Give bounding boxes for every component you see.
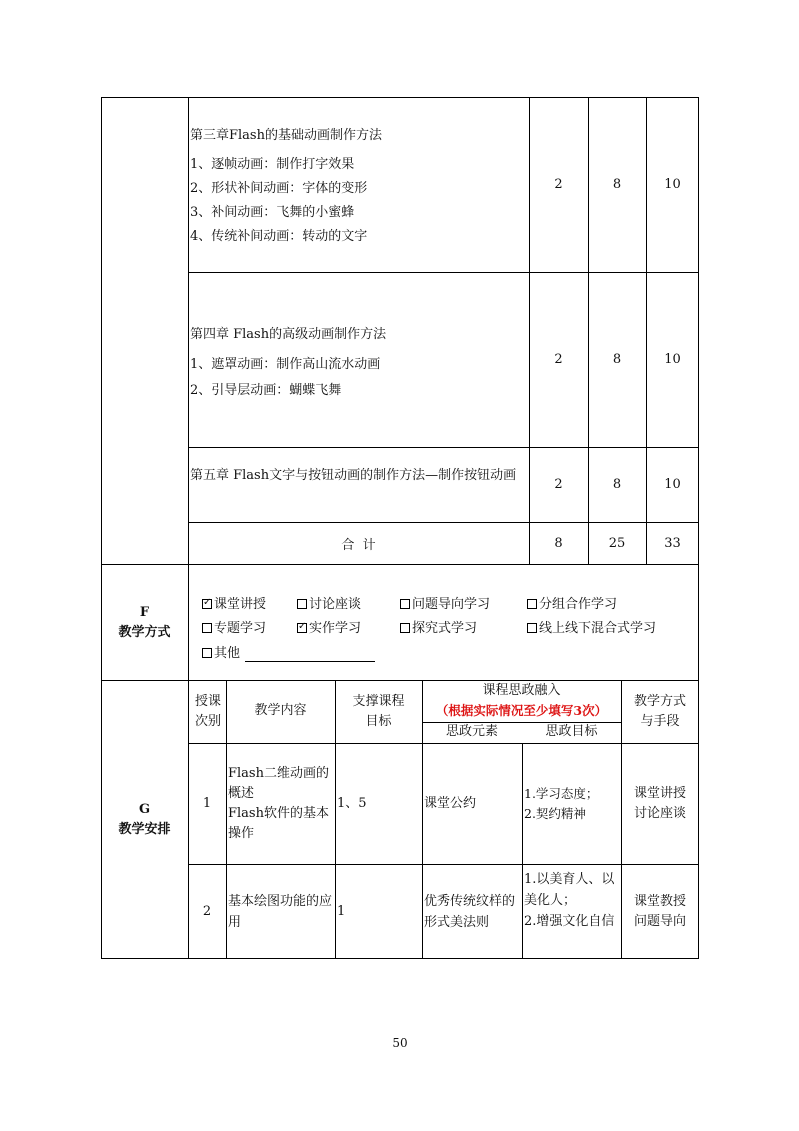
chapter-4-col2: 8 <box>612 352 622 367</box>
chapter-5-col1: 2 <box>554 477 563 492</box>
checkbox-icon <box>400 599 410 609</box>
checkbox-icon <box>202 623 212 633</box>
checked-box-icon <box>297 623 307 633</box>
chapter-3-item: 2、形状补间动画：字体的变形 <box>190 181 368 197</box>
chapter-3-col2: 8 <box>612 177 622 192</box>
total-col3: 33 <box>664 536 681 551</box>
chapter-5-col3: 10 <box>664 477 681 492</box>
header-ideology <box>422 681 621 721</box>
chapter-3-col3: 10 <box>664 177 681 192</box>
chapter-3-item: 1、逐帧动画：制作打字效果 <box>190 157 355 173</box>
option-group[interactable]: 分组合作学习 <box>527 594 617 616</box>
section-g-label <box>101 680 188 959</box>
checked-box-icon <box>202 599 212 609</box>
section-f-name: 教学方式 <box>118 624 171 640</box>
option-topic[interactable]: 专题学习 <box>202 618 266 640</box>
chapter-3-col1: 2 <box>554 177 563 192</box>
row2-goal: 1 <box>337 904 346 919</box>
checkbox-icon <box>527 599 537 609</box>
header-method: 教学方式与手段 <box>633 693 686 729</box>
row1-session: 1 <box>202 796 212 811</box>
chapter-3-item: 3、补间动画：飞舞的小蜜蜂 <box>190 205 355 221</box>
header-content: 教学内容 <box>254 703 307 719</box>
section-f-label <box>101 564 188 681</box>
option-practice[interactable]: ✓ 实作学习 <box>297 618 361 640</box>
checkbox-icon <box>297 599 307 609</box>
option-problem-based[interactable]: 问题导向学习 <box>400 594 490 616</box>
chapter-3-title: 第三章Flash的基础动画制作方法 <box>190 128 382 143</box>
header-ideology-note: （根据实际情况至少填写3次） <box>435 703 608 718</box>
option-other[interactable]: 其他 <box>202 643 240 665</box>
section-g-letter: G <box>138 801 151 817</box>
section-f-letter: F <box>139 604 150 620</box>
chapter-4-col3: 10 <box>664 352 681 367</box>
chapter-5-col2: 8 <box>612 477 622 492</box>
checkbox-icon <box>202 648 212 658</box>
option-blended[interactable]: 线上线下混合式学习 <box>527 618 656 640</box>
header-ideology-title: 课程思政融入 <box>482 683 561 698</box>
total-label: 合 计 <box>341 538 376 553</box>
total-col1: 8 <box>554 536 563 551</box>
chapter-4-item: 1、遮罩动画：制作高山流水动画 <box>190 357 381 373</box>
chapter-4-content <box>190 324 526 404</box>
row1-content: Flash二维动画的概述 Flash软件的基本操作 <box>228 766 329 841</box>
option-inquiry[interactable]: 探究式学习 <box>400 618 477 640</box>
option-discussion[interactable]: 讨论座谈 <box>297 594 361 616</box>
chapter-4-item: 2、引导层动画：蝴蝶飞舞 <box>190 383 342 399</box>
row1-target: 1.学习态度； 2.契约精神 <box>524 786 599 821</box>
header-elements: 思政元素 <box>445 724 498 740</box>
header-targets: 思政目标 <box>545 724 598 740</box>
row1-goal: 1、5 <box>337 796 367 811</box>
section-g-name: 教学安排 <box>118 821 171 837</box>
chapter-3-content <box>190 125 526 249</box>
other-blank-line[interactable] <box>245 661 375 662</box>
chapter-5-title: 第五章 Flash文字与按钮动画的制作方法—制作按钮动画 <box>190 468 517 483</box>
row2-target: 1.以美育人、以美化人； 2.增强文化自信 <box>524 872 615 929</box>
chapter-4-title: 第四章 Flash的高级动画制作方法 <box>190 327 387 342</box>
total-col2: 25 <box>608 536 626 551</box>
page-number: 50 <box>392 1036 408 1050</box>
header-goal: 支撑课程目标 <box>352 693 405 729</box>
row2-content: 基本绘图功能的应用 <box>228 894 333 930</box>
header-session: 授课次别 <box>194 693 221 729</box>
checkbox-icon <box>527 623 537 633</box>
checkbox-icon <box>400 623 410 633</box>
row1-element: 课堂公约 <box>424 796 477 811</box>
row2-element: 优秀传统纹样的形式美法则 <box>424 894 516 930</box>
row2-method: 课堂教授 问题导向 <box>633 893 686 929</box>
chapter-4-col1: 2 <box>554 352 563 367</box>
row2-session: 2 <box>202 904 212 919</box>
row1-method: 课堂讲授 讨论座谈 <box>633 785 686 821</box>
option-lecture[interactable]: ✓课堂讲授 <box>202 594 266 616</box>
chapter-3-item: 4、传统补间动画：转动的文字 <box>190 229 368 245</box>
